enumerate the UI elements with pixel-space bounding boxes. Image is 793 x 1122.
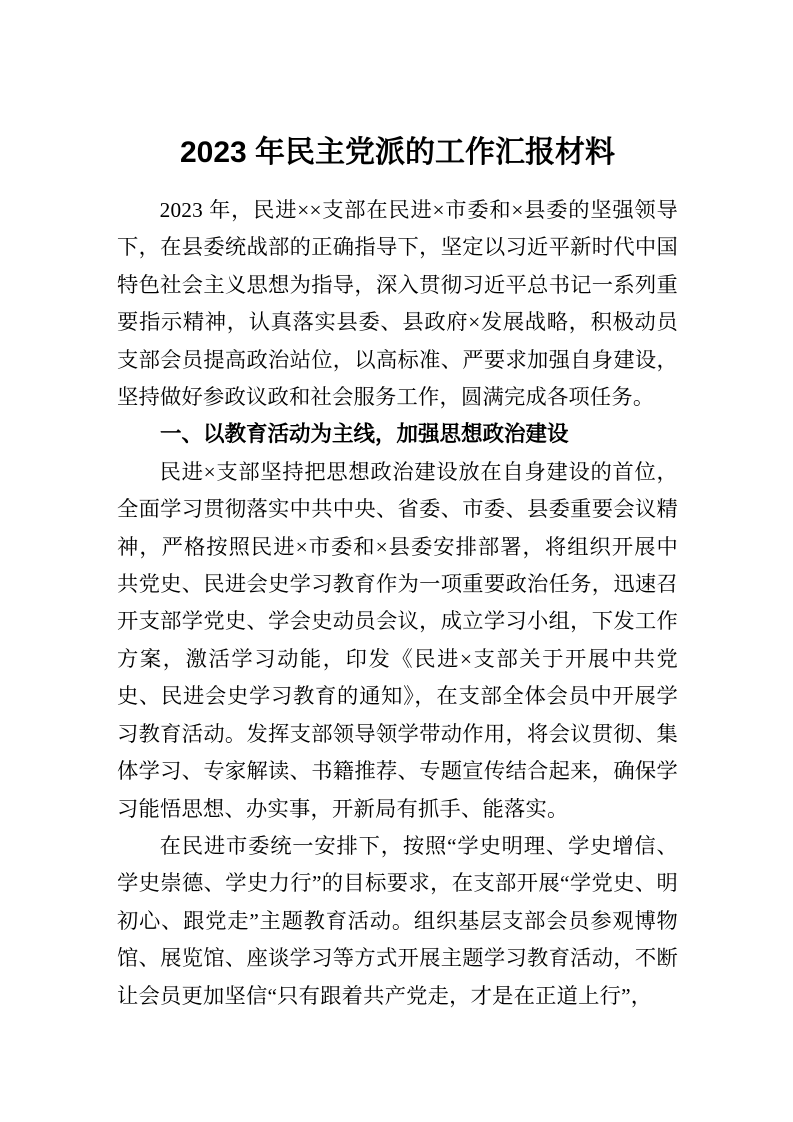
document-body	[117, 132, 678, 1015]
section-1-heading: 一、以教育活动为主线，加强思想政治建设	[160, 422, 569, 447]
section-1-paragraph-1: 民进×支部坚持把思想政治建设放在自身建设的首位，全面学习贯彻落实中共中央、省委、市委、县委重要会议精神，严格按照民进×市委和×县委安排部署，将组织开展中共党史、民进会史学习教育作为一项重要政治任务，迅速召开支部学党史、学会史动员会议，成立学习小组，下发工作方案，激活学习动能，印发《民进×支部关于开展中共党史、民进会史学习教育的通知》，在支部全体会员中开展学习教育活动。发挥支部领导领学带动作用，将会议贯彻、集体学习、专家解读、书籍推荐、专题宣传结合起来，确保学习能悟思想、办实事，开新局有抓手、能落实。	[117, 459, 678, 821]
intro-paragraph: 2023 年，民进××支部在民进×市委和×县委的坚强领导下，在县委统战部的正确指导下，坚定以习近平新时代中国特色社会主义思想为指导，深入贯彻习近平总书记一系列重要指示精神，认真落实县委、县政府×发展战略，积极动员支部会员提高政治站位，以高标准、严要求加强自身建设，坚持做好参政议政和社会服务工作，圆满完成各项任务。	[117, 198, 678, 410]
section-1-paragraph-2: 在民进市委统一安排下，按照“学史明理、学史增信、学史崇德、学史力行”的目标要求，在支部开展“学党史、明初心、跟党走”主题教育活动。组织基层支部会员参观博物馆、展览馆、座谈学习等方式开展主题学习教育活动，不断让会员更加坚信“只有跟着共产党走，才是在正道上行”，	[117, 833, 678, 1008]
document-title: 2023 年民主党派的工作汇报材料	[179, 136, 616, 169]
